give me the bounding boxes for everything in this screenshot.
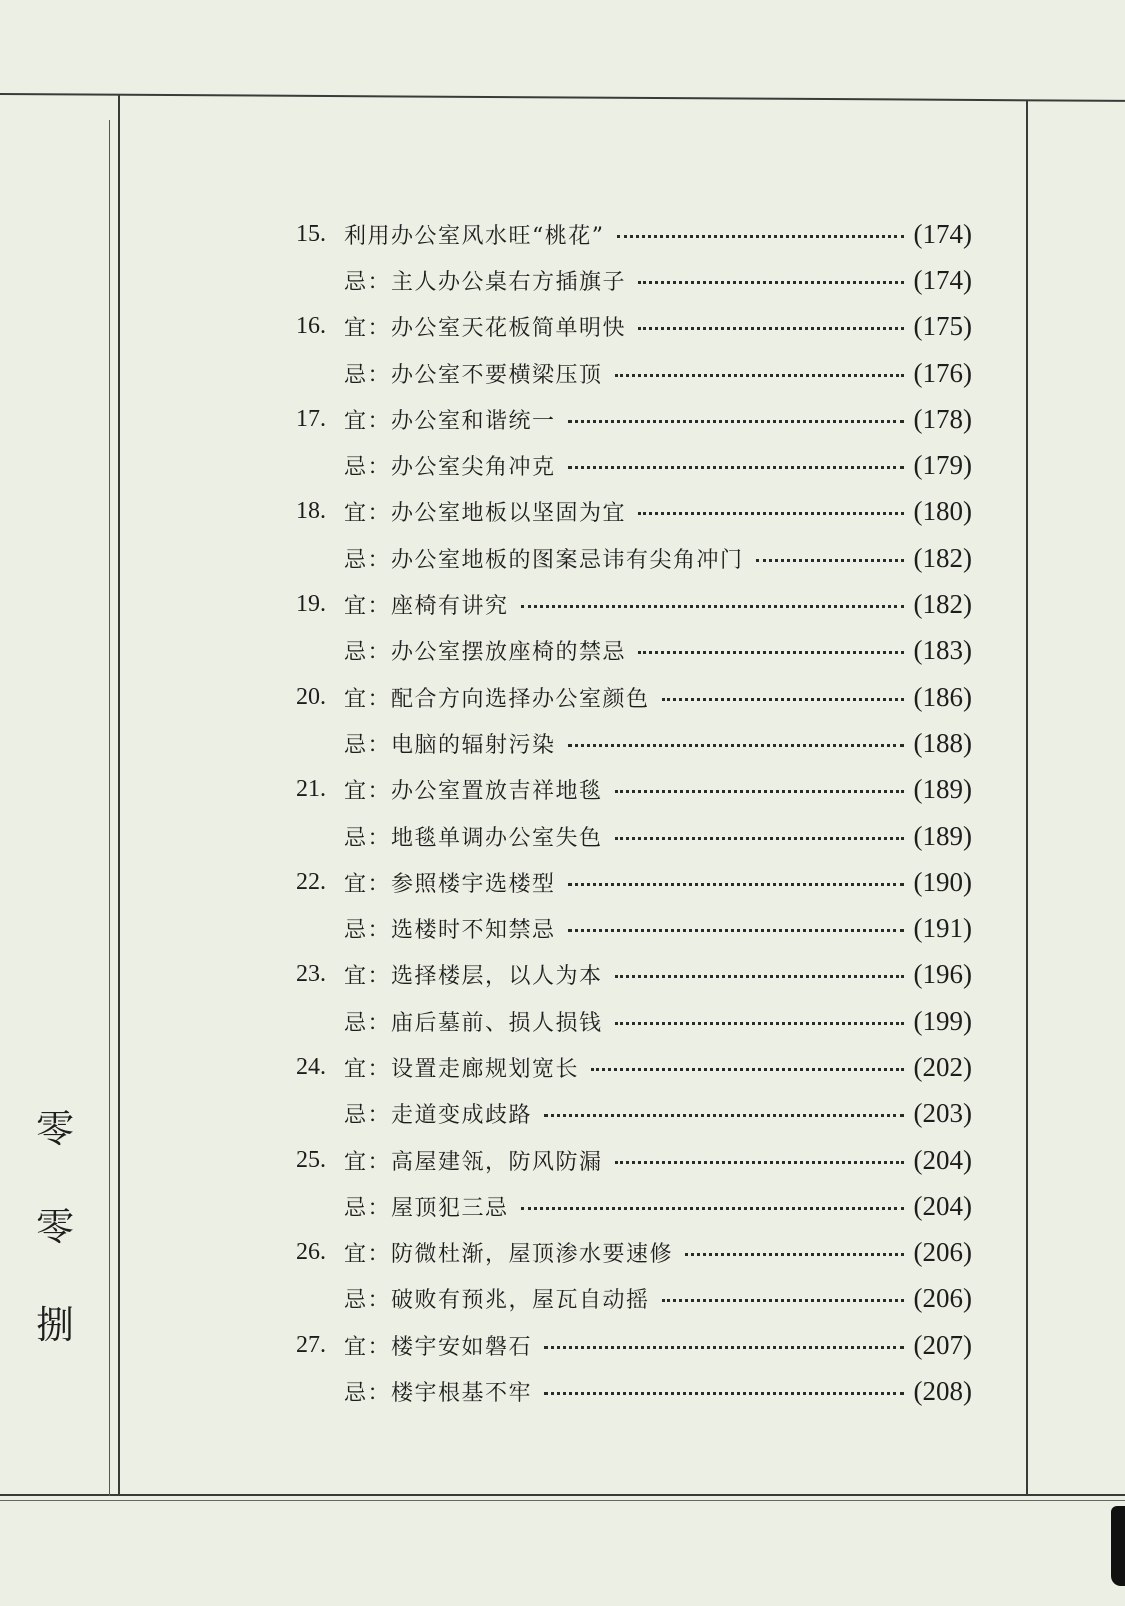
toc-entry-number: 15. [296, 220, 326, 247]
toc-dot-leader [617, 235, 904, 238]
toc-dot-leader [615, 1161, 904, 1164]
toc-entry-number: 16. [296, 313, 326, 340]
toc-dot-leader [662, 698, 904, 701]
frame-left-column-line [118, 94, 120, 1496]
toc-dot-leader [568, 744, 904, 747]
toc-entry-title: 忌：庙后墓前、损人损钱 [344, 1010, 603, 1036]
toc-entry-title: 宜：防微杜渐，屋顶渗水要速修 [344, 1242, 674, 1268]
toc-entry[interactable] [296, 998, 972, 1044]
toc-entry-title: 宜：配合方向选择办公室颜色 [344, 686, 650, 712]
toc-dot-leader [544, 1114, 904, 1117]
toc-entry-page: (189) [913, 774, 972, 805]
toc-dot-leader [615, 790, 904, 793]
frame-bottom-line-inner [0, 1500, 1125, 1501]
toc-entry-page: (206) [913, 1283, 972, 1314]
toc-entry-page: (182) [913, 589, 972, 620]
toc-entry[interactable] [296, 1091, 972, 1137]
toc-dot-leader [756, 559, 904, 562]
toc-dot-leader [544, 1346, 904, 1349]
toc-entry[interactable] [296, 350, 972, 396]
toc-entry-page: (206) [913, 1237, 972, 1268]
toc-entry-page: (176) [913, 357, 972, 388]
toc-entry-number: 22. [296, 868, 326, 895]
toc-dot-leader [615, 1022, 904, 1025]
toc-dot-leader [591, 1068, 904, 1071]
toc-entry-title: 忌：办公室地板的图案忌讳有尖角冲门 [344, 547, 744, 573]
toc-entry-page: (175) [913, 311, 972, 342]
toc-entry-number: 23. [296, 961, 326, 988]
toc-entry-number: 27. [296, 1331, 326, 1358]
toc-dot-leader [615, 975, 904, 978]
toc-entry-title: 忌：办公室摆放座椅的禁忌 [344, 640, 627, 666]
toc-entry-title: 宜：办公室天花板简单明快 [344, 316, 627, 342]
toc-entry[interactable] [296, 674, 972, 720]
toc-entry-title: 宜：楼宇安如磐石 [344, 1334, 533, 1360]
toc-dot-leader [568, 466, 904, 469]
toc-entry[interactable] [296, 628, 972, 674]
table-of-contents [296, 211, 972, 1415]
toc-entry-title: 宜：选择楼层，以人为本 [344, 964, 603, 990]
toc-dot-leader [568, 929, 904, 932]
toc-entry-page: (189) [913, 820, 972, 851]
side-title-char-3: 捌 [35, 1303, 74, 1347]
toc-entry-title: 宜：高屋建瓴，防风防漏 [344, 1149, 603, 1175]
toc-entry[interactable] [296, 1137, 972, 1183]
toc-entry-number: 26. [296, 1239, 326, 1266]
toc-entry-page: (208) [913, 1376, 972, 1407]
frame-right-column-line [1026, 100, 1028, 1496]
toc-dot-leader [521, 605, 904, 608]
frame-top-line [0, 93, 1125, 102]
toc-entry-page: (174) [913, 264, 972, 295]
toc-dot-leader [638, 651, 904, 654]
toc-entry[interactable] [296, 1183, 972, 1229]
toc-entry-title: 忌：屋顶犯三忌 [344, 1195, 509, 1221]
toc-dot-leader [662, 1299, 904, 1302]
toc-entry-number: 19. [296, 591, 326, 618]
toc-entry-page: (188) [913, 727, 972, 758]
toc-entry-title: 忌：破败有预兆，屋瓦自动摇 [344, 1288, 650, 1314]
toc-dot-leader [544, 1392, 904, 1395]
side-title-char-2: 零 [35, 1205, 74, 1249]
toc-entry[interactable] [296, 813, 972, 859]
toc-entry-title: 宜：参照楼宇选楼型 [344, 871, 556, 897]
toc-entry-title: 忌：办公室不要横梁压顶 [344, 362, 603, 388]
toc-entry-page: (182) [913, 542, 972, 573]
toc-dot-leader [568, 883, 904, 886]
toc-dot-leader [615, 374, 904, 377]
toc-entry-title: 忌：办公室尖角冲克 [344, 455, 556, 481]
toc-entry[interactable] [296, 767, 972, 813]
toc-entry-page: (204) [913, 1144, 972, 1175]
toc-entry-title: 宜：设置走廊规划宽长 [344, 1056, 580, 1082]
toc-entry[interactable] [296, 720, 972, 766]
toc-entry-page: (186) [913, 681, 972, 712]
toc-entry[interactable] [296, 1322, 972, 1368]
toc-entry-number: 21. [296, 776, 326, 803]
toc-entry-page: (179) [913, 450, 972, 481]
toc-entry-title: 宜：办公室置放吉祥地毯 [344, 779, 603, 805]
toc-entry-title: 宜：办公室地板以坚固为宜 [344, 501, 627, 527]
toc-entry-title: 宜：座椅有讲究 [344, 594, 509, 620]
toc-entry[interactable] [296, 859, 972, 905]
toc-entry[interactable] [296, 257, 972, 303]
toc-dot-leader [568, 420, 904, 423]
toc-entry-page: (174) [913, 218, 972, 249]
toc-entry-page: (207) [913, 1329, 972, 1360]
toc-entry-title: 忌：楼宇根基不牢 [344, 1381, 533, 1407]
toc-entry-number: 20. [296, 683, 326, 710]
toc-entry-title: 忌：走道变成歧路 [344, 1103, 533, 1129]
toc-entry-page: (196) [913, 959, 972, 990]
toc-entry-page: (202) [913, 1051, 972, 1082]
toc-entry[interactable] [296, 211, 972, 257]
toc-entry[interactable] [296, 442, 972, 488]
toc-entry[interactable] [296, 581, 972, 627]
toc-entry-page: (204) [913, 1190, 972, 1221]
toc-entry[interactable] [296, 1230, 972, 1276]
side-title-char-1: 零 [35, 1107, 74, 1151]
toc-entry-number: 24. [296, 1053, 326, 1080]
toc-dot-leader [638, 512, 904, 515]
toc-entry[interactable] [296, 905, 972, 951]
toc-entry-page: (178) [913, 403, 972, 434]
toc-entry-number: 18. [296, 498, 326, 525]
toc-entry[interactable] [296, 489, 972, 535]
toc-entry-page: (191) [913, 913, 972, 944]
toc-entry[interactable] [296, 952, 972, 998]
toc-entry-page: (199) [913, 1005, 972, 1036]
toc-entry[interactable] [296, 396, 972, 442]
toc-entry[interactable] [296, 1368, 972, 1414]
toc-dot-leader [521, 1207, 904, 1210]
page-corner-shadow [1111, 1506, 1125, 1586]
toc-entry-title: 忌：电脑的辐射污染 [344, 732, 556, 758]
toc-entry[interactable] [296, 304, 972, 350]
toc-entry-number: 25. [296, 1146, 326, 1173]
toc-dot-leader [638, 281, 904, 284]
toc-entry-title: 忌：选楼时不知禁忌 [344, 918, 556, 944]
toc-entry-page: (203) [913, 1098, 972, 1129]
toc-dot-leader [638, 327, 904, 330]
toc-entry[interactable] [296, 1276, 972, 1322]
toc-dot-leader [615, 837, 904, 840]
toc-entry-page: (183) [913, 635, 972, 666]
toc-entry[interactable] [296, 1044, 972, 1090]
toc-dot-leader [685, 1253, 904, 1256]
toc-entry-page: (190) [913, 866, 972, 897]
toc-entry-title: 宜：办公室和谐统一 [344, 408, 556, 434]
toc-entry-title: 忌：地毯单调办公室失色 [344, 825, 603, 851]
toc-entry[interactable] [296, 535, 972, 581]
frame-bottom-line [0, 1494, 1125, 1496]
frame-left-column-line-inner [109, 120, 110, 1496]
toc-entry-title: 忌：主人办公桌右方插旗子 [344, 269, 627, 295]
toc-entry-title: 利用办公室风水旺“桃花” [344, 223, 605, 249]
toc-entry-number: 17. [296, 405, 326, 432]
toc-entry-page: (180) [913, 496, 972, 527]
